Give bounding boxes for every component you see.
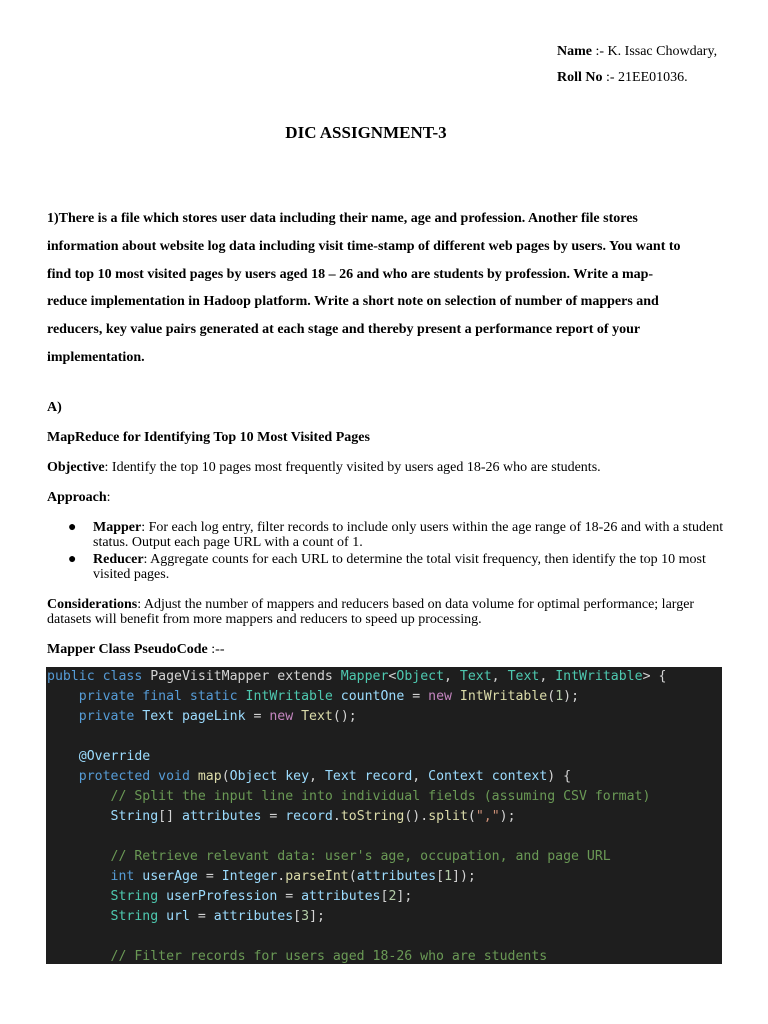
code-token: < xyxy=(388,669,397,684)
code-token: Text pageLink xyxy=(142,709,246,724)
code-token xyxy=(47,749,79,764)
objective-label: Objective xyxy=(47,460,105,475)
code-token: 2 xyxy=(388,889,397,904)
name-value: :- K. Issac Chowdary, xyxy=(592,44,718,59)
roll-number xyxy=(557,70,688,86)
code-token: = xyxy=(261,809,286,824)
code-token xyxy=(47,689,79,704)
code-token: IntWritable xyxy=(245,689,341,704)
code-token: // Retrieve relevant data: user's age, occupation, and page URL xyxy=(110,849,611,864)
code-token: map xyxy=(197,769,222,784)
code-token: ( xyxy=(348,869,357,884)
code-line xyxy=(47,887,412,907)
code-token xyxy=(47,769,79,784)
code-line xyxy=(47,767,571,787)
code-token: ( xyxy=(547,689,556,704)
code-token: 3 xyxy=(301,909,310,924)
code-line xyxy=(47,747,150,767)
answer-label: A) xyxy=(47,400,62,415)
code-token: Object xyxy=(396,669,445,684)
code-token: , xyxy=(539,669,556,684)
code-line xyxy=(47,807,516,827)
approach-heading xyxy=(47,490,737,505)
code-token: userAge xyxy=(142,869,198,884)
code-token: String xyxy=(110,889,167,904)
code-token xyxy=(47,869,111,884)
author-name xyxy=(557,44,717,60)
code-token: Integer xyxy=(221,869,278,884)
code-token: , xyxy=(444,669,460,684)
roll-value: :- 21EE01036. xyxy=(602,70,688,85)
approach-label: Approach xyxy=(47,490,107,505)
code-line xyxy=(47,907,325,927)
mapper-label: Mapper xyxy=(93,520,142,535)
code-token: = xyxy=(197,869,222,884)
objective-text: : Identify the top 10 pages most frequently visited by users aged 18-26 who are students. xyxy=(104,460,601,475)
code-heading-suffix: :-- xyxy=(207,642,225,657)
code-token: [ xyxy=(436,869,445,884)
code-line xyxy=(47,687,579,707)
considerations-paragraph xyxy=(47,597,737,627)
code-token: @Override xyxy=(78,749,151,764)
code-block xyxy=(46,667,722,964)
code-token: protected void xyxy=(78,769,198,784)
code-token: private xyxy=(78,709,143,724)
reducer-label: Reducer xyxy=(93,552,144,567)
code-token: new xyxy=(269,709,302,724)
code-token: attributes xyxy=(213,909,294,924)
code-token: 1 xyxy=(444,869,453,884)
code-token: [] xyxy=(158,809,182,824)
code-token: Mapper xyxy=(340,669,389,684)
considerations-text: : Adjust the number of mappers and reducers based on data volume for optimal performance; larger datasets will benefit from more mappers and reducers to speed up processing. xyxy=(47,597,695,627)
code-token: [ xyxy=(293,909,302,924)
code-token: ) { xyxy=(547,769,572,784)
code-token: countOne xyxy=(340,689,405,704)
mapper-text: : For each log entry, filter records to include only users within the age range of 18-26 and with a student status. Output each page URL with a count of 1. xyxy=(93,520,724,550)
code-token: IntWritable xyxy=(555,669,643,684)
objective-paragraph xyxy=(47,460,737,475)
question-text: 1)There is a file which stores user data including their name, age and profession. Another file stores information about website log data including visit time-stamp of different web pages by users. You want to find top 10 most visited pages by users aged 18 – 26 and who are students by profession. Write a map-reduce implementation in Hadoop platform. Write a short note on selection of number of mappers and reducers, key value pairs generated at each stage and thereby present a performance report of your implementation. xyxy=(47,211,681,365)
code-line xyxy=(47,667,666,687)
code-token: IntWritable xyxy=(459,689,548,704)
code-token: split xyxy=(428,809,468,824)
code-line xyxy=(47,947,547,964)
code-token: . xyxy=(332,809,341,824)
code-token: "," xyxy=(475,809,500,824)
code-token: [ xyxy=(380,889,389,904)
considerations-label: Considerations xyxy=(47,597,138,612)
code-token xyxy=(47,909,111,924)
bullet: ● xyxy=(68,552,77,567)
bullet: ● xyxy=(68,520,77,535)
code-token: ( xyxy=(467,809,476,824)
code-token xyxy=(47,789,111,804)
code-token: (); xyxy=(332,709,357,724)
code-token: Text xyxy=(459,669,492,684)
code-token: private final static xyxy=(78,689,246,704)
code-token: toString xyxy=(340,809,405,824)
code-token: parseInt xyxy=(285,869,349,884)
code-token: ); xyxy=(499,809,516,824)
code-heading xyxy=(47,642,737,657)
code-token: // Split the input line into individual fields (assuming CSV format) xyxy=(110,789,651,804)
code-token: PageVisitMapper extends xyxy=(150,669,341,684)
code-line xyxy=(47,847,611,867)
code-token xyxy=(47,709,79,724)
code-token: = xyxy=(189,909,214,924)
name-label: Name xyxy=(557,44,592,59)
code-token: Text record xyxy=(324,769,413,784)
code-token: String xyxy=(110,909,167,924)
roll-label: Roll No xyxy=(557,70,603,85)
approach-list xyxy=(47,520,727,584)
code-token: ( xyxy=(221,769,230,784)
list-item-mapper xyxy=(47,520,727,550)
code-token xyxy=(47,889,111,904)
code-token: ]; xyxy=(396,889,413,904)
code-token: = xyxy=(245,709,270,724)
code-token: class xyxy=(102,669,151,684)
code-token: record xyxy=(285,809,333,824)
code-token xyxy=(47,809,111,824)
code-token: String xyxy=(110,809,159,824)
code-token: int xyxy=(110,869,143,884)
code-token: Text xyxy=(301,709,333,724)
document-title: DIC ASSIGNMENT-3 xyxy=(285,123,447,142)
code-token: > { xyxy=(642,669,667,684)
code-token: = xyxy=(277,889,302,904)
code-token: attributes xyxy=(182,809,262,824)
code-token: userProfession xyxy=(166,889,278,904)
code-token: , xyxy=(491,669,508,684)
code-token: 1 xyxy=(555,689,564,704)
code-token: , xyxy=(309,769,325,784)
code-token: new xyxy=(428,689,460,704)
code-token: Object key xyxy=(229,769,310,784)
code-token: ); xyxy=(563,689,580,704)
code-token: , xyxy=(412,769,429,784)
approach-suffix: : xyxy=(106,490,111,505)
code-token: = xyxy=(404,689,429,704)
code-line xyxy=(47,867,476,887)
code-token: public xyxy=(47,669,103,684)
code-token: Text xyxy=(507,669,540,684)
code-token: (). xyxy=(404,809,429,824)
code-token: attributes xyxy=(356,869,437,884)
code-line xyxy=(47,787,650,807)
code-line xyxy=(47,707,357,727)
code-token: url xyxy=(166,909,190,924)
code-token: . xyxy=(277,869,286,884)
section-heading: MapReduce for Identifying Top 10 Most Visited Pages xyxy=(47,430,370,445)
code-token: ]); xyxy=(452,869,476,884)
code-token: // Filter records for users aged 18-26 who are students xyxy=(110,949,548,964)
code-token: attributes xyxy=(301,889,381,904)
code-token: ]; xyxy=(309,909,325,924)
code-token xyxy=(47,849,111,864)
reducer-text: : Aggregate counts for each URL to determine the total visit frequency, then identify the top 10 most visited pages. xyxy=(93,552,706,582)
code-heading-label: Mapper Class PseudoCode xyxy=(47,642,208,657)
code-token xyxy=(47,949,111,964)
list-item-reducer xyxy=(47,552,727,582)
code-token: Context context xyxy=(428,769,548,784)
